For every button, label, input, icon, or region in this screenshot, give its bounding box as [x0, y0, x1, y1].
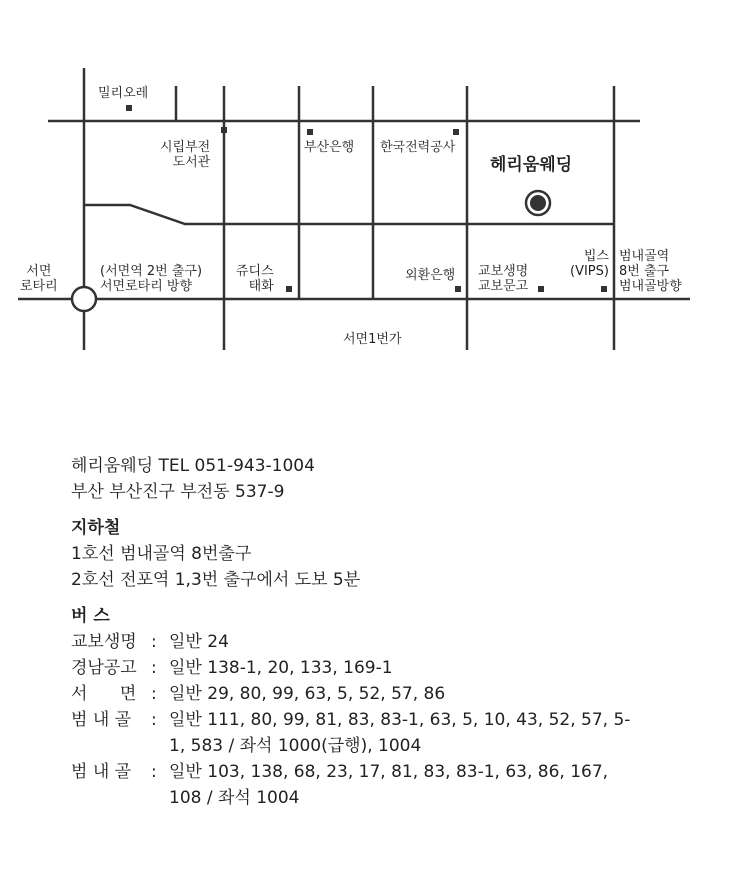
label-busan-bank: 부산은행 — [304, 140, 355, 155]
label-exit: (서면역 2번 출구) 서면로타리 방향 — [100, 264, 203, 294]
bus-routes: 일반 24 — [169, 632, 229, 652]
marker-judis — [286, 286, 292, 292]
bus-row: 범 내 골 : 일반 111, 80, 99, 81, 83, 83-1, 63, 5, 10, 43, 52, 57, 5-1, 583 / 좌석 1000(급행), 1004 — [71, 707, 639, 759]
label-vips: 빕스 (VIPS) — [570, 249, 609, 279]
bus-stop: 교보생명 — [71, 632, 137, 652]
subway-line-1: 1호선 범내골역 8번출구 — [71, 544, 252, 564]
info-section — [71, 453, 639, 811]
bus-stop: 서 면 — [71, 684, 137, 704]
bus-routes: 일반 138-1, 20, 133, 169-1 — [169, 658, 393, 678]
label-judis: 쥬디스 태화 — [236, 264, 274, 294]
marker-busan-bank — [307, 129, 313, 135]
label-millio: 밀리오레 — [98, 86, 149, 101]
bus-routes: 일반 103, 138, 68, 23, 17, 81, 83, 83-1, 63, 86, 167, 108 / 좌석 1004 — [169, 762, 609, 808]
marker-library — [221, 127, 227, 133]
subway-line-2: 2호선 전포역 1,3번 출구에서 도보 5분 — [71, 570, 361, 590]
label-venue: 헤리움웨딩 — [490, 155, 573, 175]
bus-stop: 범 내 골 — [71, 710, 132, 730]
bus-routes: 일반 29, 80, 99, 63, 5, 52, 57, 86 — [169, 684, 446, 704]
rotary-circle — [72, 287, 96, 311]
label-kexim: 외환은행 — [405, 268, 456, 283]
label-kepco: 한국전력공사 — [380, 140, 456, 155]
marker-kepco — [453, 129, 459, 135]
marker-kexim — [455, 286, 461, 292]
bus-row: 서 면 : 일반 29, 80, 99, 63, 5, 52, 57, 86 — [71, 681, 639, 707]
label-beomnaegol: 범내골역 8번 출구 범내골방향 — [619, 249, 682, 294]
venue-contact: 헤리움웨딩 TEL 051-943-1004 — [71, 456, 315, 476]
label-street: 서면1번가 — [343, 332, 402, 347]
venue-marker-inner — [530, 195, 546, 211]
bus-stop: 경남공고 — [71, 658, 137, 678]
marker-kyobo — [538, 286, 544, 292]
bus-routes: 일반 111, 80, 99, 81, 83, 83-1, 63, 5, 10, 43, 52, 57, 5-1, 583 / 좌석 1000(급행), 1004 — [169, 710, 631, 756]
bus-stop: 범 내 골 — [71, 762, 132, 782]
marker-millio — [126, 105, 132, 111]
subway-title: 지하철 — [71, 518, 121, 538]
label-seomyeon-rotary: 서면 로타리 — [20, 264, 58, 294]
bus-row: 교보생명 : 일반 24 — [71, 629, 639, 655]
venue-address: 부산 부산진구 부전동 537-9 — [71, 482, 285, 502]
bus-row: 범 내 골 : 일반 103, 138, 68, 23, 17, 81, 83, 83-1, 63, 86, 167, 108 / 좌석 1004 — [71, 759, 639, 811]
bus-row: 경남공고 : 일반 138-1, 20, 133, 169-1 — [71, 655, 639, 681]
label-library: 시립부전 도서관 — [160, 140, 211, 170]
marker-vips — [601, 286, 607, 292]
label-kyobo: 교보생명 교보문고 — [478, 264, 529, 294]
bus-title: 버 스 — [71, 606, 110, 626]
